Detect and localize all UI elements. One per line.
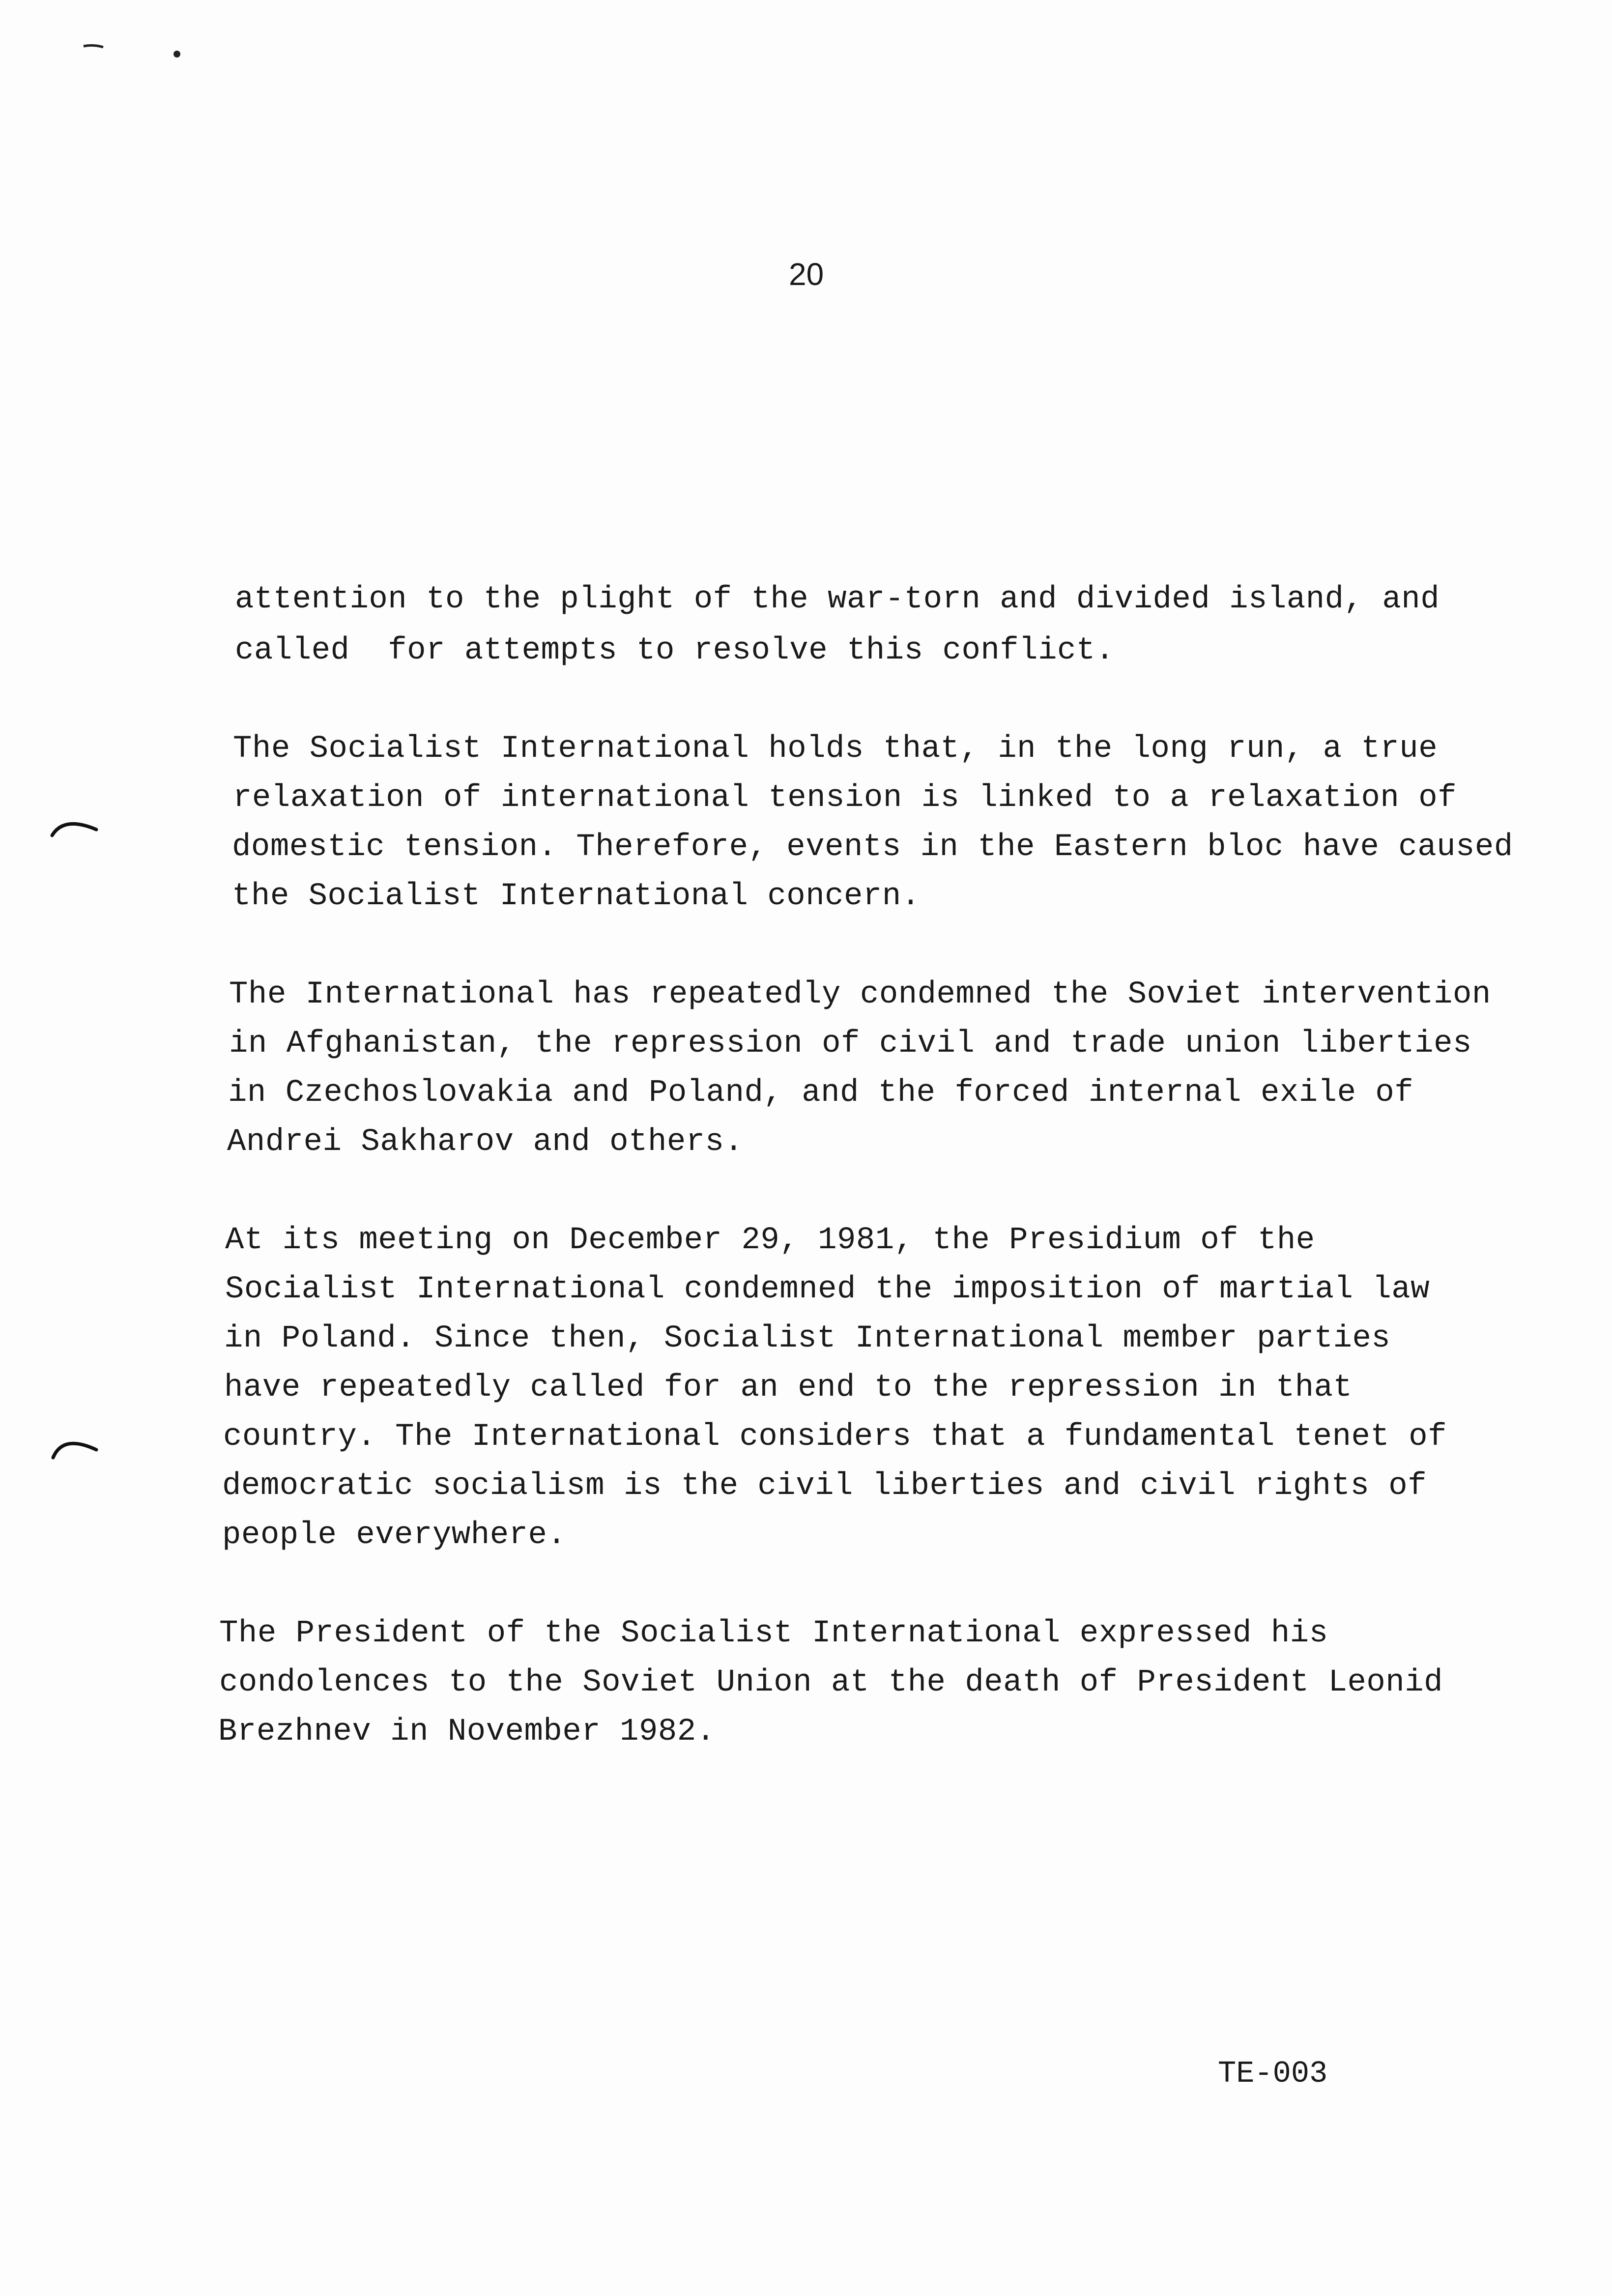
body-line: country. The International considers that a fundamental tenet of bbox=[223, 1419, 1447, 1455]
body-line: Brezhnev in November 1982. bbox=[218, 1714, 716, 1750]
body-line: people everywhere. bbox=[222, 1518, 567, 1553]
body-line: domestic tension. Therefore, events in the Eastern bloc have caused bbox=[232, 830, 1513, 865]
body-line: the Socialist International concern. bbox=[232, 879, 921, 914]
scan-mark-top-left bbox=[74, 39, 202, 69]
body-line: Socialist International condemned the imposition of martial law bbox=[225, 1272, 1430, 1307]
body-line: The President of the Socialist International expressed his bbox=[219, 1616, 1328, 1651]
body-line: have repeatedly called for an end to the repression in that bbox=[224, 1370, 1353, 1406]
body-line: in Poland. Since then, Socialist International member parties bbox=[224, 1321, 1391, 1356]
body-line: Andrei Sakharov and others. bbox=[227, 1124, 744, 1160]
page-number: 20 bbox=[789, 257, 824, 292]
body-line: in Czechoslovakia and Poland, and the forced internal exile of bbox=[228, 1075, 1414, 1111]
document-code: TE-003 bbox=[1218, 2056, 1328, 2091]
body-line: condolences to the Soviet Union at the death of President Leonid bbox=[219, 1665, 1443, 1700]
body-line: The Socialist International holds that, in the long run, a true bbox=[233, 731, 1438, 767]
body-line: relaxation of international tension is linked to a relaxation of bbox=[233, 780, 1457, 816]
body-line: attention to the plight of the war-torn and divided island, and bbox=[235, 582, 1440, 617]
body-line: At its meeting on December 29, 1981, the Presidium of the bbox=[225, 1223, 1315, 1258]
body-line: called for attempts to resolve this conflict. bbox=[235, 633, 1115, 668]
body-line: democratic socialism is the civil liberties and civil rights of bbox=[222, 1468, 1427, 1504]
body-line: The International has repeatedly condemned the Soviet intervention bbox=[229, 977, 1491, 1012]
scan-mark-left-1 bbox=[49, 806, 103, 845]
body-line: in Afghanistan, the repression of civil and trade union liberties bbox=[229, 1026, 1472, 1062]
scan-mark-left-2 bbox=[49, 1425, 103, 1464]
